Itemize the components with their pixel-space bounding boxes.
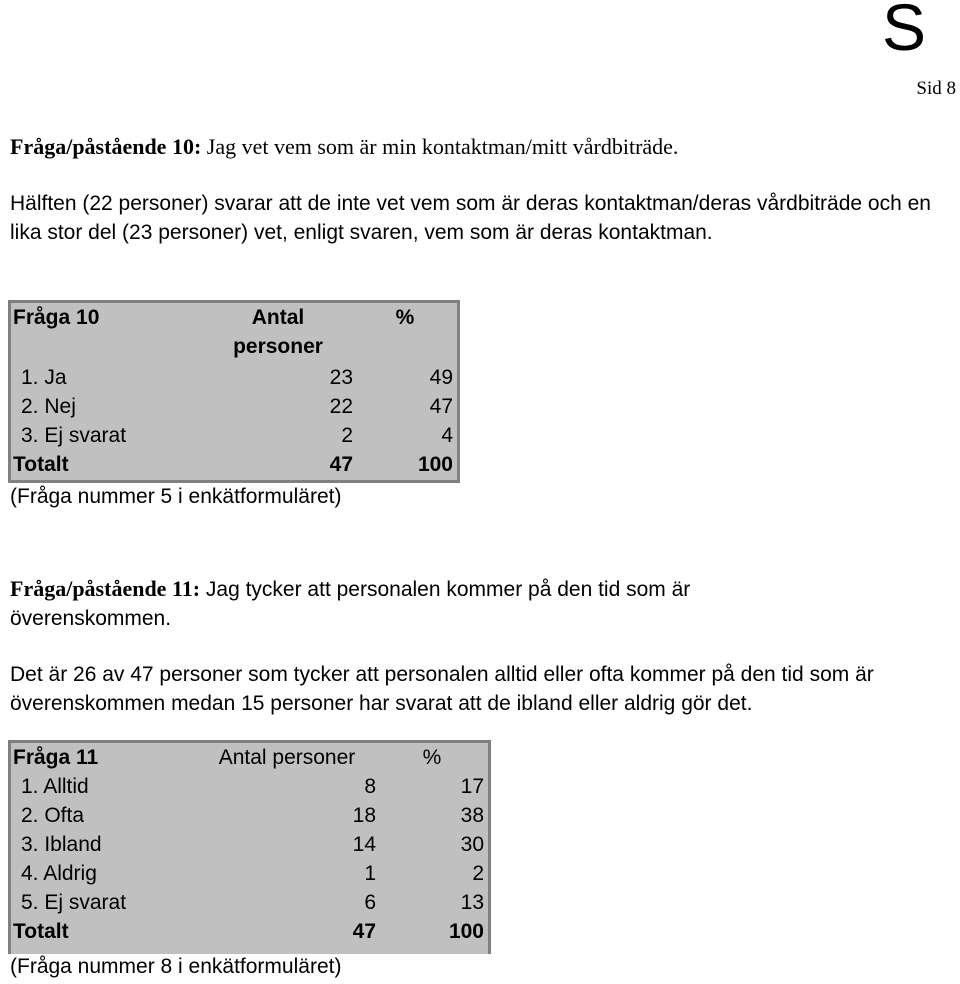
q10-col-header-count-text: Antal personer — [233, 306, 323, 358]
total-count: 47 — [329, 453, 353, 476]
row-percent: 38 — [460, 804, 484, 827]
q11-col-header-count: Antal personer — [218, 746, 356, 769]
row-label: 4. Aldrig — [21, 862, 97, 885]
q11-table — [8, 740, 491, 954]
table-row-total — [11, 917, 488, 946]
row-percent: 47 — [429, 395, 453, 418]
table-row — [11, 392, 457, 421]
row-percent: 2 — [472, 862, 484, 885]
q10-heading — [10, 133, 910, 161]
table-row — [11, 421, 457, 450]
total-percent: 100 — [417, 453, 453, 476]
q11-col-header-percent: % — [422, 746, 442, 769]
q10-col-header-count — [203, 303, 353, 363]
q10-heading-label: Fråga/påstående 10: — [10, 134, 202, 159]
table-row — [11, 830, 488, 859]
row-count: 8 — [364, 775, 376, 798]
row-count: 23 — [329, 366, 353, 389]
q10-caption: (Fråga nummer 5 i enkätformuläret) — [10, 485, 342, 508]
q10-heading-text: Jag vet vem som är min kontaktman/mitt vårdbiträde. — [201, 134, 679, 159]
row-count: 1 — [364, 862, 376, 885]
q11-caption: (Fråga nummer 8 i enkätformuläret) — [10, 955, 342, 978]
row-percent: 49 — [429, 366, 453, 389]
row-count: 6 — [364, 891, 376, 914]
row-count: 14 — [352, 833, 376, 856]
row-percent: 17 — [460, 775, 484, 798]
total-count: 47 — [352, 920, 376, 943]
row-percent: 30 — [460, 833, 484, 856]
total-label: Totalt — [13, 453, 69, 476]
row-count: 18 — [352, 804, 376, 827]
table-row — [11, 801, 488, 830]
q11-paragraph: Det är 26 av 47 personer som tycker att personalen alltid eller ofta kommer på den tid som är överenskommen medan 15 personer har svarat att de ibland eller aldrig gör det. — [10, 663, 874, 715]
table-row — [11, 363, 457, 392]
row-label: 3. Ej svarat — [21, 424, 127, 447]
table-row — [11, 772, 488, 801]
row-label: 2. Ofta — [21, 804, 85, 827]
row-label: 5. Ej svarat — [21, 891, 127, 914]
q10-col-header-percent: % — [395, 306, 415, 329]
q10-table — [8, 300, 460, 483]
q11-col-header-question: Fråga 11 — [13, 746, 99, 769]
row-label: 1. Alltid — [21, 775, 89, 798]
q11-heading-text: Jag tycker att personalen kommer på den tid som är överenskommen. — [10, 578, 691, 630]
page-number: Sid 8 — [916, 78, 956, 99]
row-percent: 13 — [460, 891, 484, 914]
table-row-total — [11, 450, 457, 479]
logo: S — [881, 0, 926, 64]
row-percent: 4 — [441, 424, 453, 447]
table-row — [11, 859, 488, 888]
table-row — [11, 888, 488, 917]
row-count: 2 — [341, 424, 353, 447]
q10-col-header-question: Fråga 10 — [13, 306, 100, 329]
row-label: 1. Ja — [21, 366, 67, 389]
row-count: 22 — [329, 395, 353, 418]
total-percent: 100 — [448, 920, 484, 943]
q10-paragraph: Hälften (22 personer) svarar att de inte vet vem som är deras kontaktman/deras vårdbiträde och en lika stor del (23 personer) vet, enligt svaren, vem som är deras kontaktman. — [10, 192, 931, 244]
row-label: 3. Ibland — [21, 833, 102, 856]
q11-heading — [10, 575, 810, 633]
row-label: 2. Nej — [21, 395, 76, 418]
total-label: Totalt — [13, 920, 69, 943]
q11-heading-label: Fråga/påstående 11: — [10, 576, 201, 601]
